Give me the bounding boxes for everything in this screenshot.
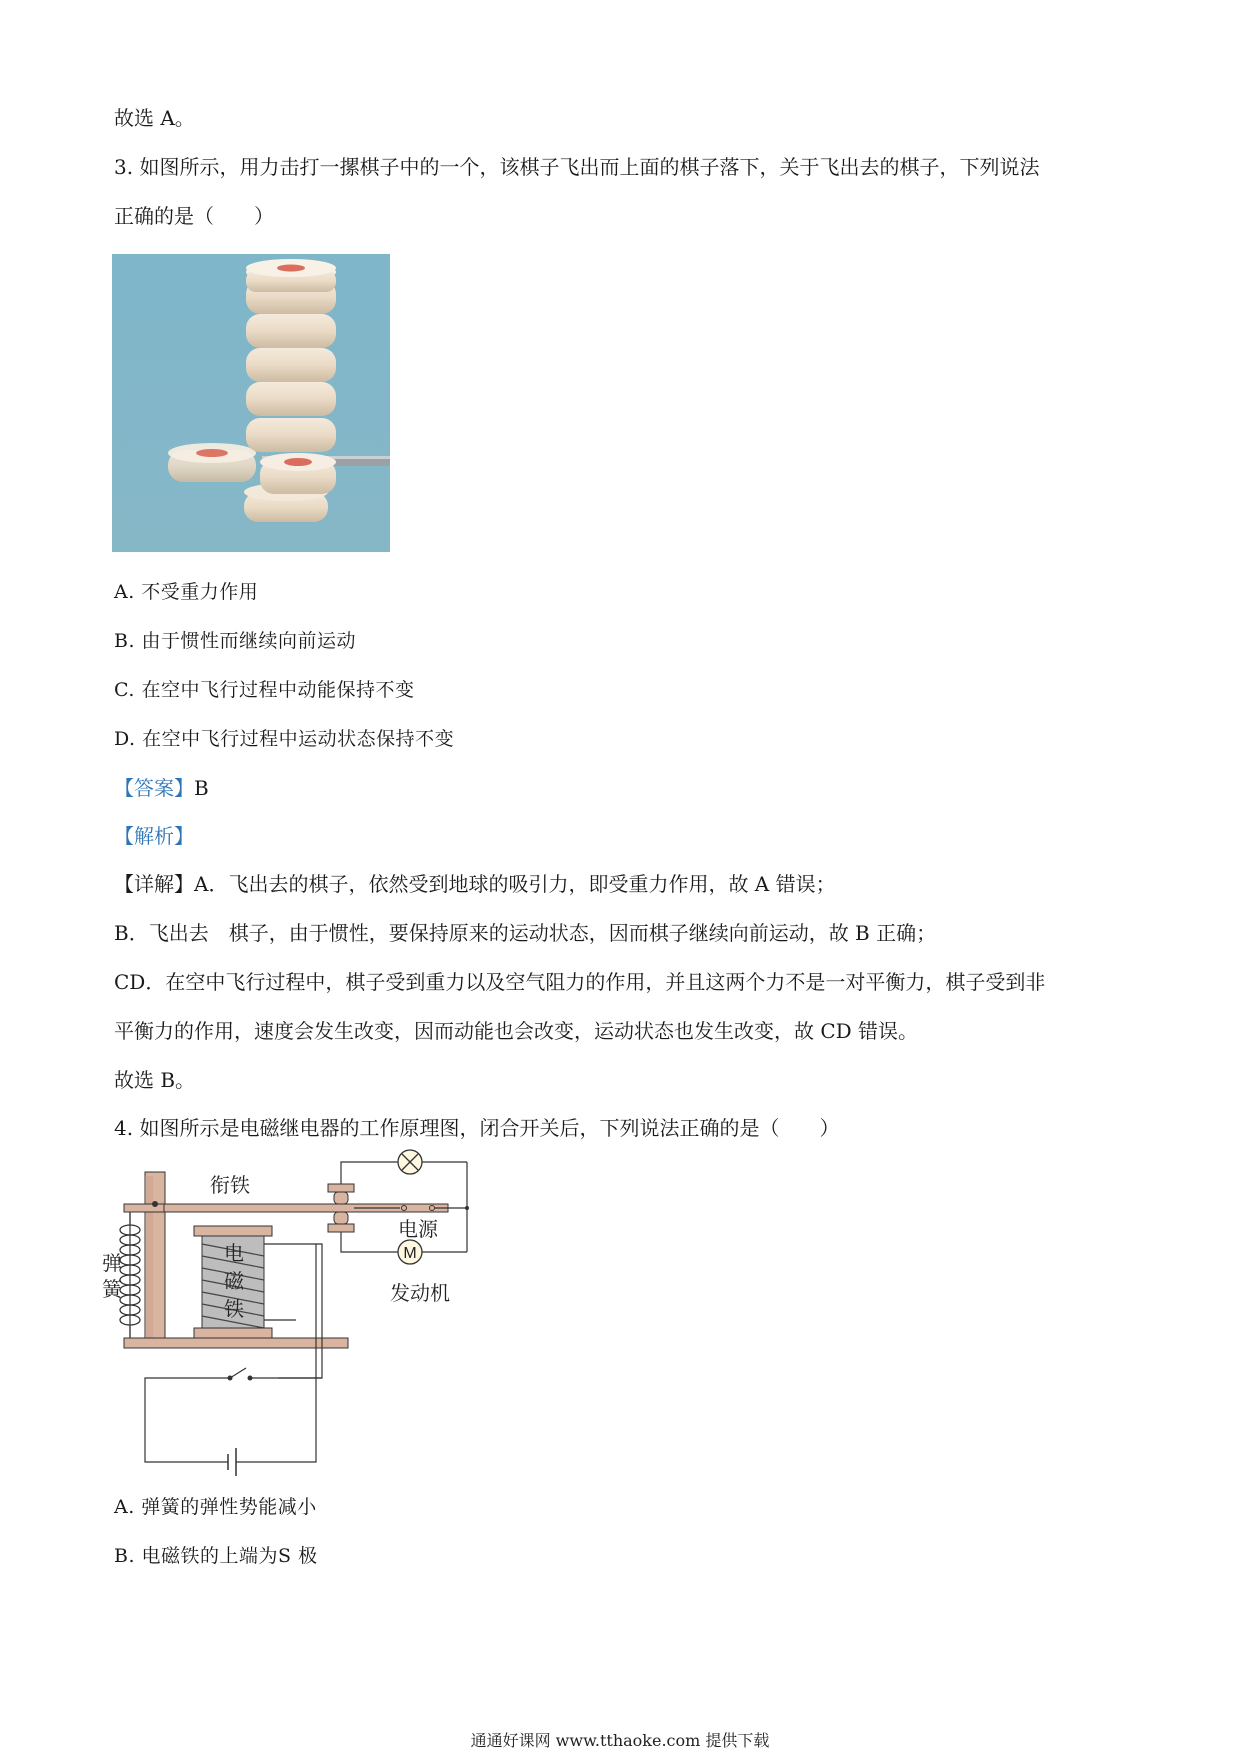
answer-line [114, 774, 209, 802]
question-3-text: 3. 如图所示，用力击打一摞棋子中的一个，该棋子飞出而上面的棋子落下，关于飞出去的棋子，下列说法 [114, 155, 1040, 179]
spring-label-2: 簧 [102, 1279, 122, 1301]
conclusion-b: 故选 B。 [114, 1068, 196, 1092]
detail-line-3: CD．在空中飞行过程中，棋子受到重力以及空气阻力的作用，并且这两个力不是一对平衡力，棋子受到非 [114, 970, 1046, 994]
magnet-label-3: 铁 [224, 1299, 244, 1321]
chess-pieces-photo [112, 254, 390, 552]
question-3-text-cont: 正确的是（ ） [114, 204, 274, 228]
q4-option-a: A. 弹簧的弹性势能减小 [114, 1496, 317, 1518]
answer-value: B [194, 776, 209, 800]
motor-label: 发动机 [390, 1283, 450, 1305]
footer-watermark: 通通好课网 www.tthaoke.com 提供下载 [470, 1731, 770, 1750]
conclusion-a: 故选 A。 [114, 106, 195, 130]
q3-option-d: D. 在空中飞行过程中运动状态保持不变 [114, 728, 455, 750]
question-4-text: 4. 如图所示是电磁继电器的工作原理图，闭合开关后，下列说法正确的是（ ） [114, 1116, 840, 1140]
magnet-label-2: 磁 [224, 1271, 244, 1293]
magnet-label-1: 电 [224, 1243, 244, 1265]
power-label: 电源 [398, 1219, 438, 1241]
detail-line-1: 【详解】A．飞出去的棋子，依然受到地球的吸引力，即受重力作用，故 A 错误； [114, 872, 836, 896]
q3-option-c: C. 在空中飞行过程中动能保持不变 [114, 679, 415, 701]
spring-label-1: 弹 [102, 1253, 122, 1275]
q3-option-a: A. 不受重力作用 [114, 581, 259, 603]
analysis-label: 【解析】 [114, 824, 194, 848]
detail-line-2: B．飞出去 棋子，由于惯性，要保持原来的运动状态，因而棋子继续向前运动，故 B 正确； [114, 921, 937, 945]
armature-label: 衔铁 [210, 1175, 250, 1197]
relay-circuit-diagram [102, 1152, 540, 1472]
q4-option-b: B. 电磁铁的上端为S 极 [114, 1545, 318, 1567]
detail-line-4: 平衡力的作用，速度会发生改变，因而动能也会改变，运动状态也发生改变，故 CD 错误。 [114, 1019, 919, 1043]
answer-label: 【答案】 [114, 776, 194, 800]
q3-option-b: B. 由于惯性而继续向前运动 [114, 630, 357, 652]
motor-letter: M [403, 1245, 417, 1262]
